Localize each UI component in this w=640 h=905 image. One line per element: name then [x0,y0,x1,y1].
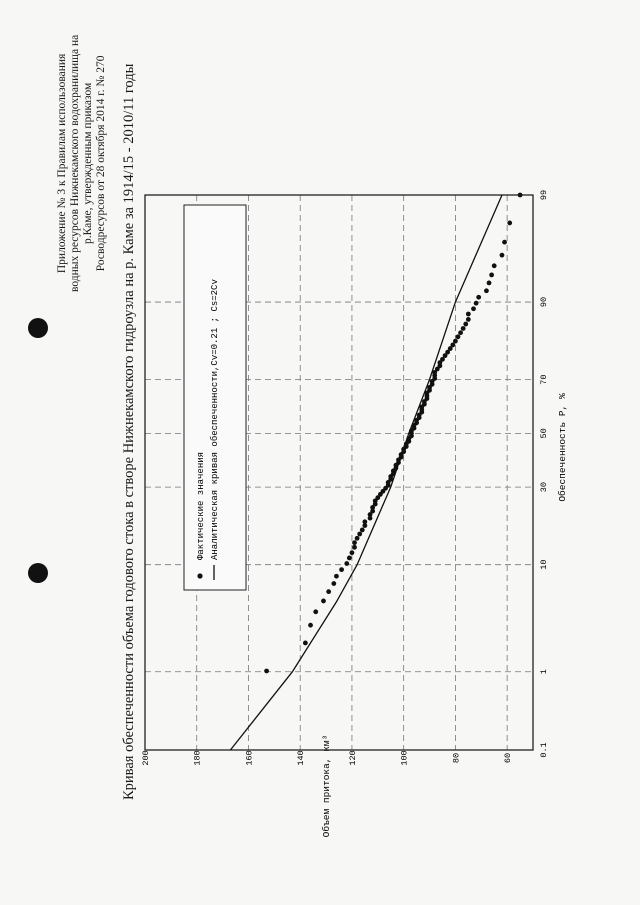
data-point [471,306,476,311]
data-point [466,312,471,317]
data-point [500,253,505,258]
data-point [357,532,362,537]
x-tick-label: 50 [539,428,549,439]
data-point [344,561,349,566]
data-point [476,295,481,300]
data-point [334,574,339,579]
data-point [474,301,479,306]
data-point [308,623,313,628]
y-axis-label: Объем притока, км³ [321,734,332,838]
legend-entry-observed: Фактические значения [196,451,206,560]
y-tick-label: 120 [347,750,358,766]
data-point [303,641,308,646]
data-point [352,545,357,550]
y-tick-label: 140 [296,750,307,766]
data-layer [230,193,522,750]
x-tick-label: 90 [539,296,549,308]
y-tick-label: 200 [141,750,151,766]
chart-title: Кривая обеспеченности объема годового стока в створе Нижнекамского гидроузла на р. Каме за 1914/15 - 2010/11 годы [121,63,137,800]
legend-entry-analytic: Аналитическая кривая обеспеченности,Cv=0.21 ; Cs=2Cv [210,279,220,560]
data-point [339,567,344,572]
appendix-line: водных ресурсов Нижнекамского водохранилища на [69,34,81,292]
data-point [313,609,318,614]
data-point [362,519,367,524]
data-point [321,599,326,604]
data-point [326,589,331,594]
appendix-line: Приложение № 3 к Правилам использования [56,53,68,274]
x-tick-label: 1 [539,669,549,675]
data-point [264,669,269,674]
data-point [331,581,336,586]
data-point [484,288,489,293]
data-point [458,330,463,335]
x-tick-label: 0.1 [539,742,549,758]
data-point [355,536,360,541]
y-tick-label: 60 [503,752,514,764]
appendix-line: р.Каме, утвержденным приказом [82,82,94,245]
data-point [350,550,355,555]
data-point [461,326,466,331]
data-point [502,240,507,245]
x-tick-label: 10 [539,559,549,570]
y-tick-label: 100 [399,750,410,766]
data-point [352,540,357,545]
data-point [360,528,365,533]
legend-point-symbol [197,573,202,578]
x-tick-label: 70 [539,374,549,385]
appendix-line: Росводресурсов от 28 октября 2014 г. № 270 [95,55,107,272]
data-point [507,221,512,226]
data-point [456,334,461,339]
data-point [518,193,523,198]
x-axis-label: Обеспеченность P, % [557,393,568,502]
legend [184,205,246,590]
x-tick-label: 99 [539,189,549,201]
data-point [347,556,352,561]
y-tick-label: 180 [192,750,203,766]
data-point [453,339,458,344]
data-point [466,317,471,322]
data-point [487,281,492,286]
data-point [489,273,494,278]
data-point [463,322,468,327]
y-tick-label: 80 [451,752,462,764]
x-tick-label: 30 [539,481,549,493]
y-tick-label: 160 [244,750,255,766]
analytic-curve [230,195,502,750]
data-point [492,263,497,268]
